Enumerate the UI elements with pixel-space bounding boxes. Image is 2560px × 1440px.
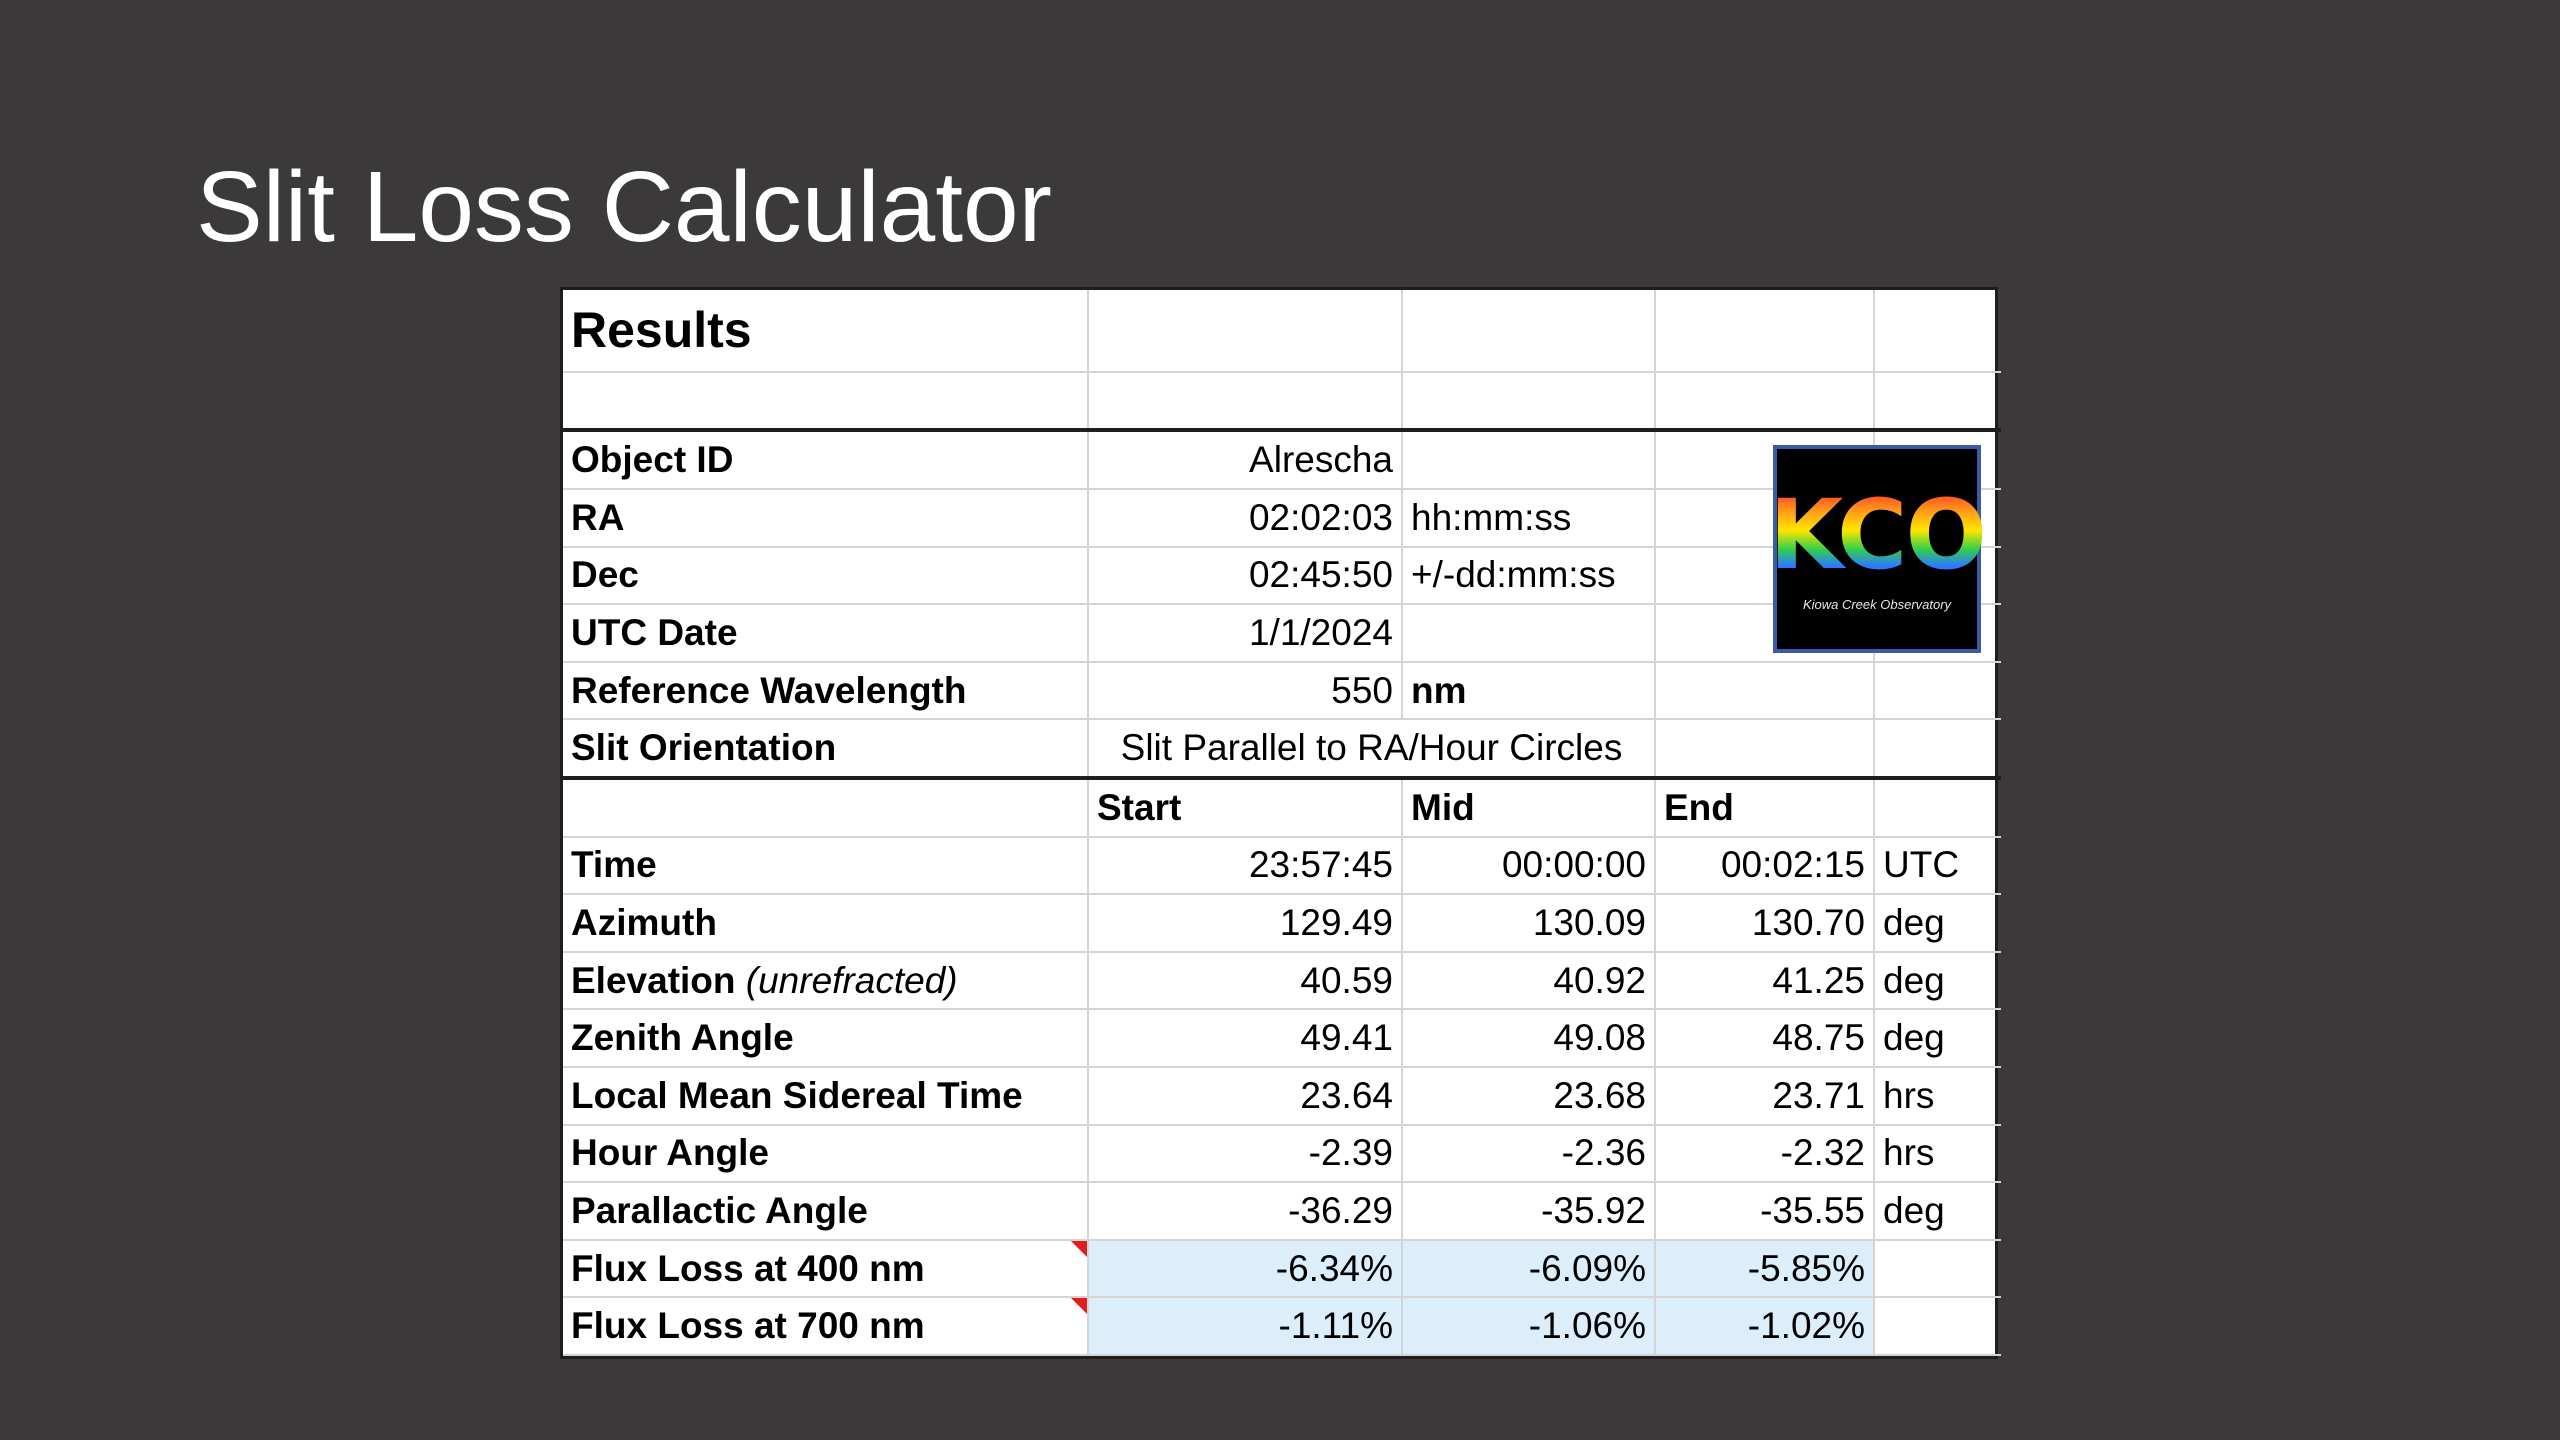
table-row: [563, 1182, 2001, 1240]
mid-value[interactable]: -1.06%: [1402, 1297, 1655, 1355]
comment-indicator-icon[interactable]: [1071, 1241, 1087, 1257]
mid-value[interactable]: 23.68: [1402, 1067, 1655, 1125]
end-value[interactable]: 41.25: [1655, 952, 1874, 1010]
cell[interactable]: [1874, 662, 2001, 720]
cell[interactable]: [1088, 290, 1402, 372]
row-label-text: Elevation: [571, 959, 736, 1001]
flux-row-700: [563, 1297, 2001, 1355]
start-value[interactable]: -2.39: [1088, 1125, 1402, 1183]
row-label[interactable]: [563, 1067, 1088, 1125]
start-value[interactable]: -1.11%: [1088, 1297, 1402, 1355]
start-value[interactable]: 40.59: [1088, 952, 1402, 1010]
mid-value[interactable]: 49.08: [1402, 1009, 1655, 1067]
row-label-note: (unrefracted): [745, 959, 958, 1001]
row-label[interactable]: [563, 1297, 1088, 1355]
row-unit[interactable]: hrs: [1874, 1067, 2001, 1125]
object-id-value[interactable]: Alrescha: [1088, 430, 1402, 489]
cell[interactable]: [1874, 719, 2001, 778]
row-label-text: Hour Angle: [571, 1132, 770, 1174]
row-label[interactable]: [563, 1240, 1088, 1298]
slit-orientation-dropdown[interactable]: Slit Parallel to RA/Hour Circles: [1088, 719, 1655, 778]
end-value[interactable]: -2.32: [1655, 1125, 1874, 1183]
cell[interactable]: [563, 372, 1088, 431]
start-value[interactable]: -6.34%: [1088, 1240, 1402, 1298]
flux-row-400: [563, 1240, 2001, 1298]
column-header-mid[interactable]: Mid: [1402, 778, 1655, 837]
row-label[interactable]: Object ID: [563, 430, 1088, 489]
table-row: [563, 952, 2001, 1010]
kco-logo: [1768, 445, 1986, 653]
end-value[interactable]: -35.55: [1655, 1182, 1874, 1240]
start-value[interactable]: 129.49: [1088, 894, 1402, 952]
mid-value[interactable]: -2.36: [1402, 1125, 1655, 1183]
column-header-end[interactable]: End: [1655, 778, 1874, 837]
row-label[interactable]: UTC Date: [563, 604, 1088, 662]
mid-value[interactable]: 40.92: [1402, 952, 1655, 1010]
slide-title: Slit Loss Calculator: [196, 151, 1052, 263]
row-unit[interactable]: deg: [1874, 952, 2001, 1010]
mid-value[interactable]: -6.09%: [1402, 1240, 1655, 1298]
start-value[interactable]: 23.64: [1088, 1067, 1402, 1125]
object-row-wavelength: [563, 662, 2001, 720]
ra-value[interactable]: 02:02:03: [1088, 489, 1402, 547]
column-header-row: [563, 778, 2001, 837]
object-row-slit-orientation: [563, 719, 2001, 778]
cell[interactable]: [1402, 290, 1655, 372]
end-value[interactable]: -5.85%: [1655, 1240, 1874, 1298]
cell[interactable]: [1874, 290, 2001, 372]
mid-value[interactable]: 00:00:00: [1402, 837, 1655, 895]
row-label[interactable]: [563, 1125, 1088, 1183]
start-value[interactable]: 49.41: [1088, 1009, 1402, 1067]
row-label[interactable]: [563, 837, 1088, 895]
row-label-text: Parallactic Angle: [571, 1189, 868, 1231]
row-unit[interactable]: +/-dd:mm:ss: [1402, 547, 1655, 605]
end-value[interactable]: 23.71: [1655, 1067, 1874, 1125]
row-label-text: Zenith Angle: [571, 1017, 794, 1059]
results-sheet: [560, 287, 1998, 1359]
row-unit[interactable]: UTC: [1874, 837, 2001, 895]
table-row: [563, 1067, 2001, 1125]
cell[interactable]: [563, 778, 1088, 837]
row-unit[interactable]: nm: [1402, 662, 1655, 720]
row-unit[interactable]: deg: [1874, 1009, 2001, 1067]
row-label[interactable]: [563, 1182, 1088, 1240]
end-value[interactable]: 48.75: [1655, 1009, 1874, 1067]
results-title[interactable]: Results: [563, 290, 1088, 372]
mid-value[interactable]: -35.92: [1402, 1182, 1655, 1240]
table-row: [563, 1125, 2001, 1183]
cell[interactable]: [1402, 372, 1655, 431]
cell[interactable]: [1874, 1297, 2001, 1355]
row-label-text: Flux Loss at 400 nm: [571, 1247, 925, 1289]
cell[interactable]: [1655, 719, 1874, 778]
cell[interactable]: [1088, 372, 1402, 431]
row-label-text: Time: [571, 844, 657, 886]
table-row: [563, 1009, 2001, 1067]
column-header-start[interactable]: Start: [1088, 778, 1402, 837]
row-label-text: Local Mean Sidereal Time: [571, 1074, 1023, 1116]
row-label[interactable]: RA: [563, 489, 1088, 547]
row-unit[interactable]: deg: [1874, 1182, 2001, 1240]
comment-indicator-icon[interactable]: [1071, 1298, 1087, 1314]
row-label[interactable]: Slit Orientation: [563, 719, 1088, 778]
table-row: [563, 837, 2001, 895]
end-value[interactable]: 130.70: [1655, 894, 1874, 952]
row-label[interactable]: Reference Wavelength: [563, 662, 1088, 720]
cell[interactable]: [1655, 290, 1874, 372]
table-row: [563, 894, 2001, 952]
row-label[interactable]: [563, 1009, 1088, 1067]
row-label[interactable]: [563, 894, 1088, 952]
row-label-text: Azimuth: [571, 901, 717, 943]
row-unit[interactable]: hh:mm:ss: [1402, 489, 1655, 547]
cell[interactable]: [1655, 372, 1874, 431]
mid-value[interactable]: 130.09: [1402, 894, 1655, 952]
row-label-text: Flux Loss at 700 nm: [571, 1305, 925, 1347]
row-unit[interactable]: [1402, 430, 1655, 489]
cell[interactable]: [1874, 778, 2001, 837]
dec-value[interactable]: 02:45:50: [1088, 547, 1402, 605]
end-value[interactable]: -1.02%: [1655, 1297, 1874, 1355]
end-value[interactable]: 00:02:15: [1655, 837, 1874, 895]
cell[interactable]: [1874, 372, 2001, 431]
start-value[interactable]: 23:57:45: [1088, 837, 1402, 895]
row-unit[interactable]: hrs: [1874, 1125, 2001, 1183]
cell[interactable]: [1655, 662, 1874, 720]
logo-text: KCO: [1768, 478, 1986, 591]
row-unit[interactable]: [1402, 604, 1655, 662]
start-value[interactable]: -36.29: [1088, 1182, 1402, 1240]
cell[interactable]: [1874, 1240, 2001, 1298]
utc-date-value[interactable]: 1/1/2024: [1088, 604, 1402, 662]
wavelength-value[interactable]: 550: [1088, 662, 1402, 720]
row-unit[interactable]: deg: [1874, 894, 2001, 952]
logo-subtitle: Kiowa Creek Observatory: [1802, 596, 1952, 612]
row-label[interactable]: [563, 952, 1088, 1010]
row-label[interactable]: Dec: [563, 547, 1088, 605]
